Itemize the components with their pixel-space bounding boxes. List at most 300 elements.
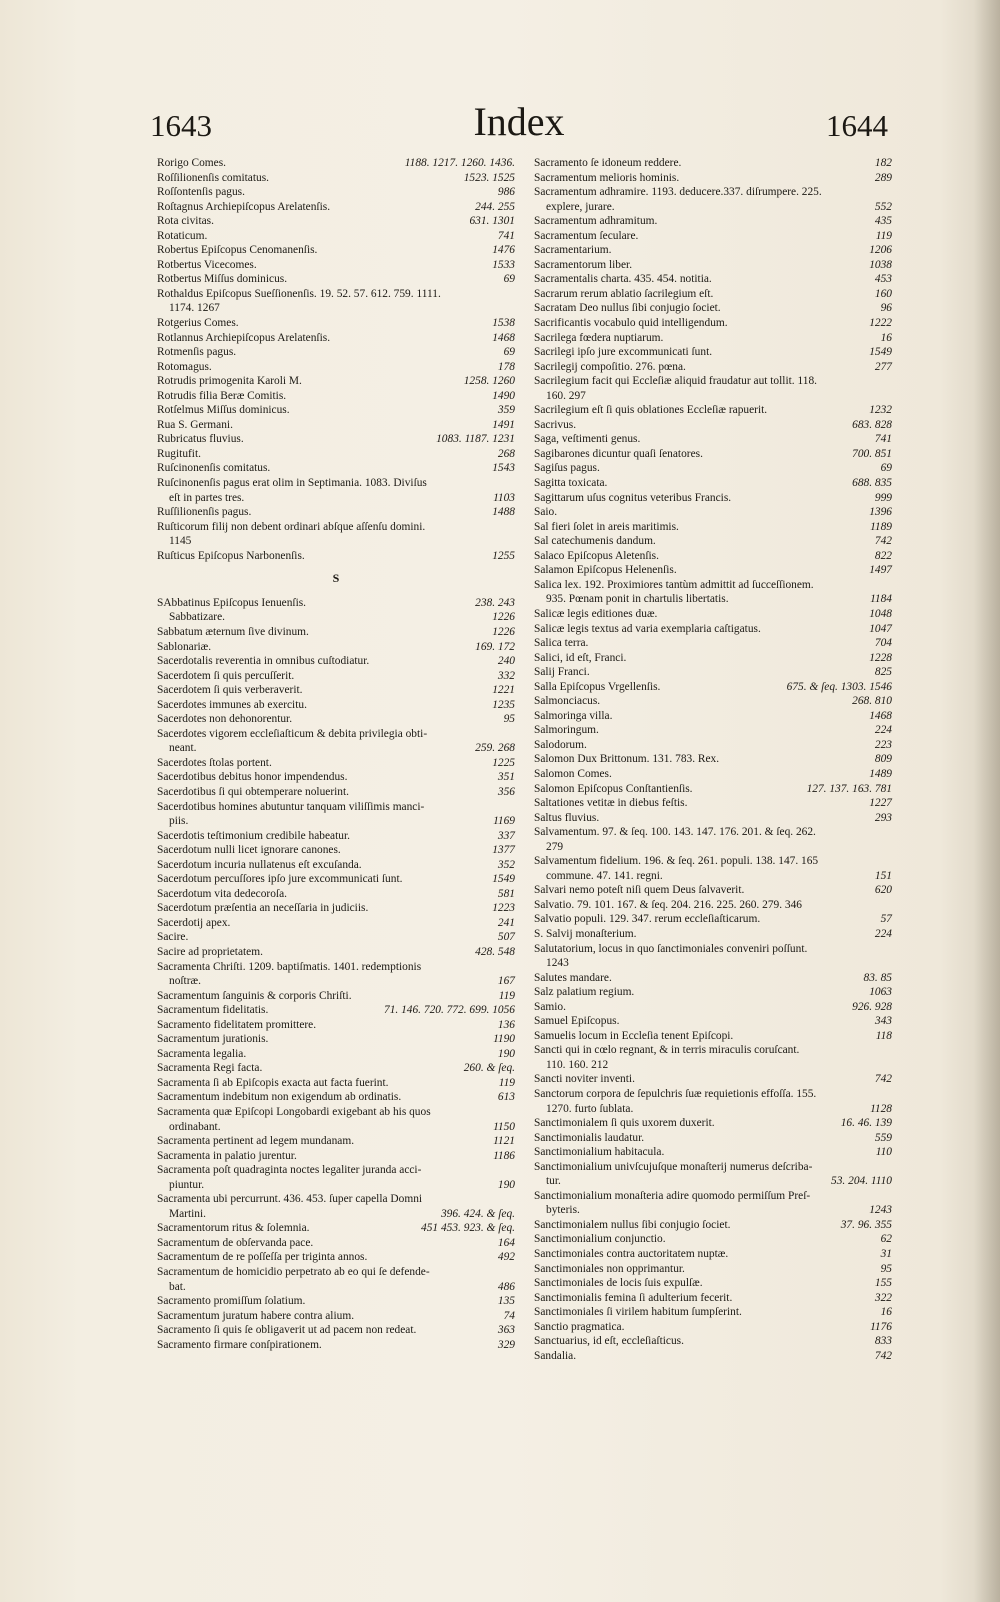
entry-page-refs: 613 (497, 1091, 515, 1104)
entry-term: 1270. furto ſublata. (546, 1102, 634, 1115)
index-entry (157, 1047, 515, 1062)
entry-page-refs: 1543 (492, 462, 515, 475)
entry-term: Sacramento promiſſum ſolatium. (157, 1295, 306, 1308)
index-entry (534, 331, 892, 346)
entry-page-refs: 1227 (869, 797, 892, 810)
index-entry (157, 1294, 515, 1309)
entry-term: Sanctimonialis laudatur. (534, 1131, 645, 1144)
entry-term: explere, jurare. (546, 200, 615, 213)
index-entry (157, 770, 515, 785)
entry-term: Ruſcinonenſis pagus erat olim in Septimania. 1083. Diviſus (157, 477, 427, 490)
entry-term: commune. 47. 141. regni. (546, 869, 663, 882)
index-entry (157, 858, 515, 873)
index-entry (534, 985, 892, 1000)
entry-term: Sacerdotibus homines abutuntur tanquam viliſſimis manci- (157, 800, 425, 813)
entry-page-refs: 127. 137. 163. 781 (806, 782, 892, 795)
index-entry (157, 989, 515, 1004)
right-index-column (534, 156, 892, 1363)
entry-term: Salomon Dux Brittonum. 131. 783. Rex. (534, 753, 720, 766)
index-entry (534, 476, 892, 491)
entry-term: Sacramenta pertinent ad legem mundanam. (157, 1135, 355, 1148)
entry-page-refs: 1038 (869, 258, 892, 271)
entry-page-refs: 241 (497, 916, 515, 929)
index-entry (157, 1338, 515, 1353)
index-entry (534, 214, 892, 229)
entry-term: Sacire ad proprietatem. (157, 945, 263, 958)
index-entry (157, 418, 515, 433)
entry-term: Sacerdotum nulli licet ignorare canones. (157, 844, 341, 857)
index-entry (534, 694, 892, 709)
index-entry (534, 796, 892, 811)
index-entry (157, 214, 515, 229)
entry-page-refs: 57 (880, 913, 892, 926)
entry-term: Rotbertus Vicecomes. (157, 258, 257, 271)
entry-page-refs: 289 (874, 171, 892, 184)
entry-term: Salomon Comes. (534, 767, 612, 780)
index-entry (157, 887, 515, 902)
entry-term: Sagitta toxicata. (534, 477, 608, 490)
index-entry (157, 1280, 515, 1295)
entry-term: SAbbatinus Epiſcopus Ienuenſis. (157, 596, 307, 609)
index-entry (157, 1032, 515, 1047)
entry-page-refs: 1206 (869, 244, 892, 257)
entry-page-refs: 451 453. 923. & ſeq. (421, 1222, 515, 1235)
index-entry (157, 272, 515, 287)
entry-term: Salici, id eſt, Franci. (534, 651, 627, 664)
entry-term: Sabbatizare. (169, 611, 225, 624)
entry-term: Sagibarones dicuntur quaſi ſenatores. (534, 447, 703, 460)
entry-page-refs: 741 (874, 433, 892, 446)
entry-term: bat. (169, 1280, 186, 1293)
entry-page-refs: 620 (874, 884, 892, 897)
entry-term: Sacramentalis charta. 435. 454. notitia. (534, 273, 712, 286)
index-entry (157, 1120, 515, 1135)
index-entry (534, 927, 892, 942)
index-entry (157, 814, 515, 829)
entry-term: Sacramentarium. (534, 244, 612, 257)
index-entry (534, 1102, 892, 1117)
entry-term: Sacramentum juratum habere contra alium. (157, 1309, 355, 1322)
index-entry (534, 389, 892, 404)
entry-page-refs: 1235 (492, 698, 515, 711)
index-entry (534, 811, 892, 826)
entry-term: Sacramentum jurationis. (157, 1033, 269, 1046)
entry-page-refs: 1549 (492, 873, 515, 886)
entry-term: piuntur. (169, 1178, 205, 1191)
index-entry (534, 345, 892, 360)
index-entry (534, 1262, 892, 1277)
entry-page-refs: 240 (497, 655, 515, 668)
entry-term: Robertus Epiſcopus Cenomanenſis. (157, 244, 318, 257)
entry-term: Sacerdotes non dehonorentur. (157, 713, 293, 726)
entry-page-refs: 1228 (869, 651, 892, 664)
entry-page-refs: 1225 (492, 756, 515, 769)
entry-term: Rotomagus. (157, 360, 212, 373)
entry-term: Sacramentum de re poſſeſſa per triginta annos. (157, 1251, 368, 1264)
entry-term: Salla Epiſcopus Vrgellenſis. (534, 680, 661, 693)
entry-page-refs: 337 (497, 829, 515, 842)
entry-page-refs: 182 (874, 157, 892, 169)
entry-page-refs: 1048 (869, 607, 892, 620)
page-edge-shadow (974, 0, 1000, 1602)
entry-term: Sacerdotum incuria nullatenus eſt excuſanda. (157, 858, 362, 871)
entry-page-refs: 238. 243 (475, 596, 515, 609)
index-entry (534, 1189, 892, 1204)
entry-page-refs: 119 (498, 1076, 515, 1089)
entry-page-refs: 1549 (869, 346, 892, 359)
index-entry (157, 549, 515, 564)
entry-page-refs: 1222 (869, 317, 892, 330)
entry-term: Rotbertus Miſſus dominicus. (157, 273, 288, 286)
index-entry (157, 1192, 515, 1207)
index-entry (157, 698, 515, 713)
entry-term: Salmoringa villa. (534, 709, 613, 722)
entry-term: 1174. 1267 (169, 302, 220, 315)
index-entry (534, 432, 892, 447)
entry-term: Sacrilegium eſt ſi quis oblationes Eccleſiæ rapuerit. (534, 404, 768, 417)
entry-term: Sacramenta Regi facta. (157, 1062, 263, 1075)
entry-term: Sacerdotem ſi quis verberaverit. (157, 684, 303, 697)
entry-term: Sanctimonialem ſi quis uxorem duxerit. (534, 1117, 715, 1130)
index-entry (534, 1000, 892, 1015)
entry-page-refs: 396. 424. & ſeq. (440, 1207, 515, 1220)
index-entry (534, 622, 892, 637)
entry-page-refs: 1476 (492, 244, 515, 257)
entry-page-refs: 363 (497, 1324, 515, 1337)
entry-term: Sacramenta quæ Epiſcopi Longobardi exigebant ab his quos (157, 1106, 431, 1118)
entry-page-refs: 833 (874, 1335, 892, 1348)
index-entry (534, 491, 892, 506)
index-entry (157, 669, 515, 684)
entry-term: tur. (546, 1175, 561, 1188)
index-entry (534, 360, 892, 375)
entry-term: Salvamentum. 97. & ſeq. 100. 143. 147. 176. 201. & ſeq. 262. (534, 826, 816, 839)
entry-term: Sacramentorum ritus & ſolemnia. (157, 1222, 310, 1235)
index-entry (157, 829, 515, 844)
entry-term: Sanctimonialis femina ſi adulterium fecerit. (534, 1291, 733, 1304)
entry-term: Sacramenta ubi percurrunt. 436. 453. ſuper capella Domni (157, 1193, 423, 1206)
index-entry (534, 171, 892, 186)
entry-term: Roſſilionenſis comitatus. (157, 171, 270, 184)
index-entry (157, 505, 515, 520)
index-entry (157, 185, 515, 200)
index-entry (534, 229, 892, 244)
entry-term: Sanctimoniales non opprimantur. (534, 1262, 685, 1275)
index-entry (157, 1265, 515, 1280)
index-entry (534, 883, 892, 898)
entry-term: Sanctio pragmatica. (534, 1320, 625, 1333)
entry-page-refs: 224 (874, 927, 892, 940)
entry-page-refs: 223 (874, 738, 892, 751)
entry-page-refs: 1243 (869, 1204, 892, 1217)
entry-page-refs: 356 (497, 785, 515, 798)
entry-page-refs: 428. 548 (475, 945, 515, 958)
index-entry (157, 1236, 515, 1251)
entry-page-refs: 688. 835 (852, 477, 892, 490)
index-entry (157, 654, 515, 669)
index-entry (157, 389, 515, 404)
entry-page-refs: 742 (874, 535, 892, 548)
index-entry (534, 549, 892, 564)
entry-page-refs: 83. 85 (863, 971, 892, 984)
entry-page-refs: 1063 (869, 986, 892, 999)
entry-term: Sal catechumenis dandum. (534, 535, 656, 548)
entry-page-refs: 352 (497, 858, 515, 871)
entry-page-refs: 741 (497, 229, 515, 242)
entry-term: eſt in partes tres. (169, 491, 245, 504)
entry-page-refs: 1121 (493, 1135, 515, 1148)
entry-term: neant. (169, 742, 197, 755)
index-entry (157, 800, 515, 815)
entry-page-refs: 151 (874, 869, 892, 882)
entry-term: Salamon Epiſcopus Helenenſis. (534, 564, 677, 577)
index-entry (157, 916, 515, 931)
entry-page-refs: 1377 (492, 844, 515, 857)
entry-term: Sacerdotum præſentia an neceſſaria in judiciis. (157, 902, 369, 915)
entry-page-refs: 704 (874, 637, 892, 650)
entry-page-refs: 62 (880, 1233, 892, 1246)
entry-term: Sacramentum ſeculare. (534, 229, 639, 242)
index-entry (157, 156, 515, 171)
index-entry (157, 1134, 515, 1149)
entry-page-refs: 95 (880, 1262, 892, 1275)
entry-term: Salvamentum fidelium. 196. & ſeq. 261. populi. 138. 147. 165 (534, 855, 819, 868)
entry-term: Sacerdotes vigorem eccleſiaſticum & debita privilegia obti- (157, 727, 428, 740)
entry-term: Sacramenta poſt quadraginta noctes legaliter juranda acci- (157, 1164, 422, 1177)
entry-page-refs: 1468 (869, 709, 892, 722)
index-entry (534, 301, 892, 316)
entry-page-refs: 683. 828 (852, 418, 892, 431)
index-entry (534, 1320, 892, 1335)
index-entry (534, 243, 892, 258)
entry-term: Sacramentum ſanguinis & corporis Chriſti. (157, 989, 352, 1002)
entry-page-refs: 999 (874, 491, 892, 504)
index-entry (534, 1058, 892, 1073)
entry-page-refs: 260. & ſeq. (463, 1062, 515, 1075)
entry-term: Sablonariæ. (157, 640, 212, 653)
entry-term: Sacrilegij compoſitio. 276. pœna. (534, 360, 686, 373)
entry-page-refs: 1186 (493, 1149, 515, 1162)
entry-term: Roſtagnus Archiepiſcopus Arelatenſis. (157, 200, 331, 213)
entry-page-refs: 559 (874, 1131, 892, 1144)
entry-term: Sanctimonialium habitacula. (534, 1146, 665, 1159)
left-index-column (157, 156, 515, 1352)
index-entry (157, 872, 515, 887)
index-entry (534, 461, 892, 476)
index-entry (534, 1174, 892, 1189)
entry-term: Rotgerius Comes. (157, 317, 239, 330)
entry-term: Sancti noviter inventi. (534, 1073, 635, 1086)
entry-term: Samuel Epiſcopus. (534, 1015, 620, 1028)
entry-term: Ruſticorum filij non debent ordinari abſque aſſenſu domini. (157, 520, 426, 533)
entry-page-refs: 1255 (492, 549, 515, 562)
entry-page-refs: 486 (497, 1280, 515, 1293)
entry-term: Sagittarum uſus cognitus veteribus Francis. (534, 491, 732, 504)
section-letter (157, 571, 515, 586)
entry-page-refs: 178 (497, 360, 515, 373)
entry-term: Sanctimonialium univſcujuſque monaſterij numerus deſcriba- (534, 1160, 813, 1173)
entry-page-refs: 16 (880, 1306, 892, 1319)
entry-page-refs: 31 (880, 1248, 892, 1261)
entry-term: Salvari nemo poteſt niſi quem Deus ſalvaverit. (534, 884, 745, 897)
index-entry (157, 1163, 515, 1178)
index-entry (157, 301, 515, 316)
entry-term: Salaco Epiſcopus Aletenſis. (534, 549, 659, 562)
entry-page-refs: 268. 810 (852, 695, 892, 708)
index-entry (534, 1305, 892, 1320)
index-entry (534, 563, 892, 578)
index-entry (157, 331, 515, 346)
index-entry (534, 782, 892, 797)
index-entry (534, 825, 892, 840)
entry-term: Sabbatum æternum ſive divinum. (157, 625, 309, 638)
entry-term: Sacramentum de obſervanda pace. (157, 1236, 314, 1249)
index-entry (534, 287, 892, 302)
entry-term: Ruſticus Epiſcopus Narbonenſis. (157, 549, 305, 562)
index-entry (157, 461, 515, 476)
page-header (150, 98, 888, 148)
index-entry (157, 741, 515, 756)
index-entry (157, 756, 515, 771)
index-entry (157, 1003, 515, 1018)
index-entry (534, 418, 892, 433)
entry-term: Salica terra. (534, 637, 589, 650)
right-page-number: 1644 (826, 108, 888, 143)
index-entry (157, 596, 515, 611)
index-entry (157, 1090, 515, 1105)
entry-term: Sacrilegium facit qui Eccleſiæ aliquid fraudatur aut tollit. 118. (534, 375, 817, 388)
entry-term: Sacramenta legalia. (157, 1047, 247, 1060)
index-entry (157, 1309, 515, 1324)
index-entry (534, 1116, 892, 1131)
entry-term: Sanctorum corpora de ſepulchris ſuæ requietionis effoſſa. 155. (534, 1088, 817, 1100)
entry-term: Sacrilegi ipſo jure excommunicati ſunt. (534, 346, 713, 359)
entry-term: Rothaldus Epiſcopus Sueſſionenſis. 19. 52. 57. 612. 759. 1111. (157, 287, 441, 300)
index-entry (534, 854, 892, 869)
entry-page-refs: 155 (874, 1277, 892, 1290)
index-entry (534, 1218, 892, 1233)
index-entry (534, 651, 892, 666)
index-entry (534, 840, 892, 855)
entry-term: Sacerdotibus ſi qui obtemperare noluerint. (157, 785, 350, 798)
entry-page-refs: 136 (497, 1018, 515, 1031)
index-entry (534, 520, 892, 535)
entry-term: Ruſcinonenſis comitatus. (157, 462, 271, 475)
entry-term: Sacerdotalis reverentia in omnibus cuſtodiatur. (157, 655, 370, 668)
entry-term: 1145 (169, 535, 192, 548)
index-entry (157, 843, 515, 858)
entry-page-refs: 507 (497, 931, 515, 944)
entry-term: Sacramento ſi quis ſe obligaverit ut ad pacem non redeat. (157, 1324, 417, 1337)
entry-term: Roſſontenſis pagus. (157, 186, 245, 199)
entry-term: Saio. (534, 506, 558, 519)
entry-term: Sacerdotij apex. (157, 916, 231, 929)
index-entry (534, 534, 892, 549)
entry-page-refs: 293 (874, 811, 892, 824)
entry-term: Sacramentum indebitum non exigendum ab ordinatis. (157, 1091, 402, 1104)
entry-page-refs: 1128 (870, 1102, 892, 1115)
entry-page-refs: 53. 204. 1110 (831, 1175, 892, 1188)
entry-term: Sacerdotum percuſſores ipſo jure excommunicati ſunt. (157, 873, 403, 886)
entry-page-refs: 1169 (493, 815, 515, 828)
entry-term: Sacrivus. (534, 418, 577, 431)
entry-page-refs: 244. 255 (475, 200, 515, 213)
entry-page-refs: 1150 (493, 1120, 515, 1133)
index-entry (534, 272, 892, 287)
index-entry (534, 447, 892, 462)
index-entry (534, 636, 892, 651)
index-entry (157, 1105, 515, 1120)
entry-page-refs: 16 (880, 331, 892, 344)
index-entry (157, 974, 515, 989)
entry-page-refs: 926. 928 (852, 1000, 892, 1013)
entry-page-refs: 1223 (492, 902, 515, 915)
entry-term: Rotrudis primogenita Karoli M. (157, 375, 302, 388)
entry-term: 160. 297 (546, 389, 586, 402)
entry-page-refs: 322 (874, 1291, 892, 1304)
index-entry (534, 942, 892, 957)
entry-page-refs: 1533 (492, 258, 515, 271)
index-entry (157, 901, 515, 916)
entry-term: Salutatorium, locus in quo ſanctimoniales conveniri poſſunt. (534, 942, 808, 955)
index-entry (534, 1349, 892, 1364)
entry-term: Rubricatus fluvius. (157, 433, 244, 446)
entry-page-refs: 1083. 1187. 1231 (436, 433, 515, 446)
entry-term: Sacrificantis vocabulo quid intelligendum. (534, 317, 728, 330)
entry-page-refs: 809 (874, 753, 892, 766)
entry-page-refs: 742 (874, 1349, 892, 1362)
entry-term: byteris. (546, 1204, 580, 1217)
index-entry (157, 345, 515, 360)
entry-page-refs: 119 (875, 229, 892, 242)
index-entry (534, 156, 892, 171)
entry-term: Sanctimonialium conjunctio. (534, 1233, 666, 1246)
entry-term: Salica lex. 192. Proximiores tantùm admittit ad ſucceſſionem. (534, 578, 814, 591)
entry-page-refs: 119 (498, 989, 515, 1002)
entry-term: Salmoringum. (534, 724, 599, 737)
entry-term: ordinabant. (169, 1120, 221, 1133)
entry-page-refs: 277 (874, 360, 892, 373)
entry-page-refs: 1468 (492, 331, 515, 344)
index-entry (157, 1323, 515, 1338)
index-entry (534, 665, 892, 680)
entry-page-refs: 164 (497, 1236, 515, 1249)
index-entry (157, 930, 515, 945)
entry-page-refs: 742 (874, 1073, 892, 1086)
index-entry (157, 287, 515, 302)
index-entry (534, 723, 892, 738)
entry-term: Sacerdotes ſtolas portent. (157, 756, 272, 769)
entry-term: Salvatio. 79. 101. 167. & ſeq. 204. 216. 225. 260. 279. 346 (534, 898, 802, 911)
index-entry (157, 945, 515, 960)
index-entry (534, 869, 892, 884)
index-entry (157, 712, 515, 727)
entry-term: Rorigo Comes. (157, 157, 226, 169)
entry-term: Sacramento ſe idoneum reddere. (534, 157, 682, 169)
entry-term: Sacerdotem ſi quis percuſſerit. (157, 669, 295, 682)
index-entry (534, 1203, 892, 1218)
entry-page-refs: 118 (875, 1029, 892, 1042)
index-entry (534, 1160, 892, 1175)
entry-page-refs: 822 (874, 549, 892, 562)
index-entry (534, 767, 892, 782)
entry-page-refs: 1491 (492, 418, 515, 431)
entry-page-refs: 1188. 1217. 1260. 1436. (404, 157, 515, 169)
index-entry (157, 1178, 515, 1193)
entry-term: Sacerdotis teſtimonium credibile habeatur. (157, 829, 350, 842)
index-entry (157, 243, 515, 258)
index-entry (157, 447, 515, 462)
